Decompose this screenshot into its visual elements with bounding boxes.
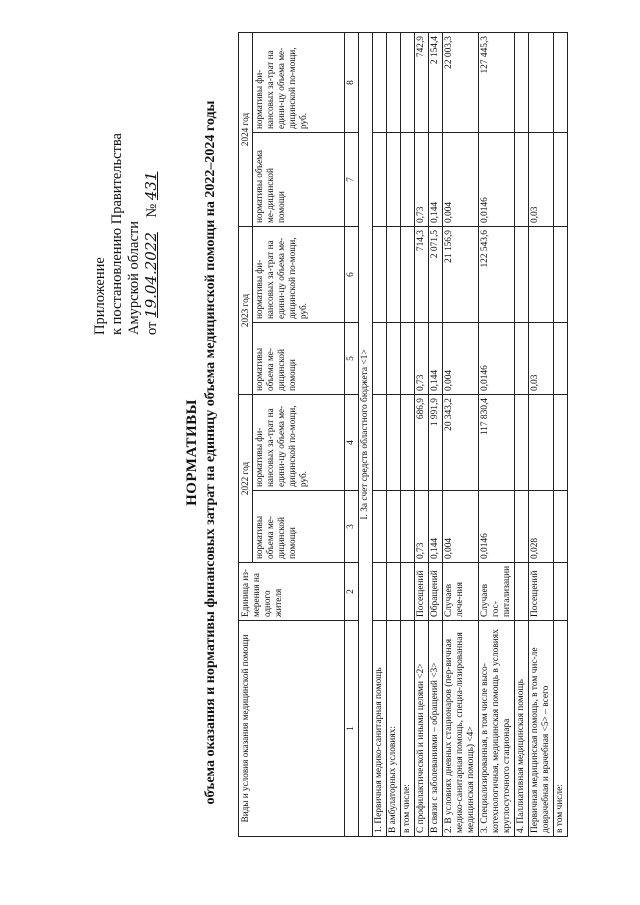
volume-2024 bbox=[373, 133, 387, 227]
row-unit bbox=[401, 563, 415, 621]
section-row bbox=[359, 33, 373, 837]
volume-2023 bbox=[515, 323, 529, 395]
row-label: 4. Паллиативная медицинская помощь bbox=[515, 621, 529, 837]
table-row bbox=[415, 33, 429, 837]
header-cost-2022: нормативы фи-нансовых за-трат на едини-цу объема ме-дицинской по-мощи, руб. bbox=[253, 395, 345, 491]
volume-2022 bbox=[401, 491, 415, 563]
volume-2022: 0,028 bbox=[529, 491, 554, 563]
cost-2022 bbox=[515, 395, 529, 491]
row-unit: Обращений bbox=[429, 563, 443, 621]
date-prefix: от bbox=[144, 321, 160, 335]
appendix-line-2: к постановлению Правительства bbox=[109, 133, 125, 335]
cost-2022: 117 830,4 bbox=[479, 395, 515, 491]
cost-2024 bbox=[529, 33, 554, 133]
cost-2022 bbox=[554, 395, 568, 491]
cost-2022 bbox=[529, 395, 554, 491]
appendix-line-1: Приложение bbox=[92, 257, 108, 335]
table-row bbox=[554, 33, 568, 837]
appendix-line-3: Амурской области bbox=[126, 221, 142, 335]
row-label: 2. В условиях дневных стационаров (пер-вичная медико-санитарная помощь, специа-лизированная медицинская помощь) <4> bbox=[443, 621, 479, 837]
table-row bbox=[401, 33, 415, 837]
row-label: в том числе: bbox=[401, 621, 415, 837]
table-row bbox=[515, 33, 529, 837]
header-type: Виды и условия оказания медицинской помощи bbox=[239, 621, 345, 837]
header-volume-2022: нормативы объема ме-дицинской помощи bbox=[253, 491, 345, 563]
table-row bbox=[529, 33, 554, 837]
document-subtitle: объема оказания и нормативы финансовых затрат на единицу объема медицинской помощи на 2022–2024 годы bbox=[203, 100, 218, 805]
cost-2022: 1 991,9 bbox=[429, 395, 443, 491]
header-volume-2023: нормативы объема ме-дицинской помощи bbox=[253, 323, 345, 395]
cost-2023 bbox=[515, 227, 529, 323]
table-row bbox=[443, 33, 479, 837]
row-label: 1. Первичная медико-санитарная помощь bbox=[373, 621, 387, 837]
table-row bbox=[387, 33, 401, 837]
row-unit bbox=[373, 563, 387, 621]
row-label: С профилактической и иными целями <2> bbox=[415, 621, 429, 837]
volume-2024: 0,0146 bbox=[479, 133, 515, 227]
header-volume-2024: нормативы объема ме-дицинской помощи bbox=[253, 133, 345, 227]
volume-2022: 0,0146 bbox=[479, 491, 515, 563]
volume-2022 bbox=[373, 491, 387, 563]
volume-2022 bbox=[387, 491, 401, 563]
cost-2024: 2 154,4 bbox=[429, 33, 443, 133]
table-row bbox=[373, 33, 387, 837]
row-label: В амбулаторных условиях: bbox=[387, 621, 401, 837]
row-label: 3. Специализированная, в том числе высо-котехнологичная, медицинская помощь в условиях круглосуточного стационара bbox=[479, 621, 515, 837]
cost-2023 bbox=[554, 227, 568, 323]
header-year-2022: 2022 год bbox=[239, 395, 253, 563]
cost-2022 bbox=[401, 395, 415, 491]
document-title: НОРМАТИВЫ bbox=[184, 399, 200, 506]
volume-2023 bbox=[387, 323, 401, 395]
cost-2024 bbox=[373, 33, 387, 133]
cost-2022 bbox=[387, 395, 401, 491]
volume-2023 bbox=[373, 323, 387, 395]
volume-2022 bbox=[515, 491, 529, 563]
volume-2024 bbox=[401, 133, 415, 227]
appendix-date-line bbox=[143, 125, 161, 335]
col-number: 2 bbox=[345, 563, 359, 621]
header-row-numbers bbox=[345, 33, 359, 837]
appendix-block bbox=[92, 125, 161, 335]
norms-table bbox=[238, 32, 568, 837]
volume-2023: 0,004 bbox=[443, 323, 479, 395]
number-prefix: № bbox=[144, 203, 160, 218]
cost-2024: 127 445,3 bbox=[479, 33, 515, 133]
volume-2023: 0,03 bbox=[529, 323, 554, 395]
cost-2024: 22 003,3 bbox=[443, 33, 479, 133]
row-label: в том числе: bbox=[554, 621, 568, 837]
cost-2023 bbox=[373, 227, 387, 323]
cost-2022: 686,9 bbox=[415, 395, 429, 491]
volume-2024: 0,73 bbox=[415, 133, 429, 227]
cost-2022: 20 343,2 bbox=[443, 395, 479, 491]
row-unit bbox=[515, 563, 529, 621]
col-number: 3 bbox=[345, 491, 359, 563]
row-unit: Случаев лече-ния bbox=[443, 563, 479, 621]
row-unit: Посещений bbox=[415, 563, 429, 621]
volume-2022 bbox=[554, 491, 568, 563]
row-label: Первичная медицинская помощь, в том чис-ле доврачебная и врачебная <5> – всего bbox=[529, 621, 554, 837]
row-unit bbox=[554, 563, 568, 621]
cost-2023: 21 156,9 bbox=[443, 227, 479, 323]
header-row-years bbox=[239, 33, 253, 837]
volume-2023: 0,73 bbox=[415, 323, 429, 395]
header-unit: Единица из-мерения на одного жителя bbox=[239, 563, 345, 621]
col-number: 4 bbox=[345, 395, 359, 491]
volume-2024: 0,03 bbox=[529, 133, 554, 227]
row-unit bbox=[387, 563, 401, 621]
volume-2022: 0,144 bbox=[429, 491, 443, 563]
header-year-2024: 2024 год bbox=[239, 33, 253, 227]
cost-2023: 714,3 bbox=[415, 227, 429, 323]
header-cost-2024: нормативы фи-нансовых за-трат на едини-цу объема ме-дицинской по-мощи, руб. bbox=[253, 33, 345, 133]
row-unit: Посещений bbox=[529, 563, 554, 621]
volume-2024: 0,144 bbox=[429, 133, 443, 227]
cost-2024 bbox=[515, 33, 529, 133]
col-number: 5 bbox=[345, 323, 359, 395]
cost-2023 bbox=[387, 227, 401, 323]
row-label: В связи с заболеваниями – обращений <3> bbox=[429, 621, 443, 837]
handwritten-date: 19.04.2022 bbox=[142, 232, 160, 318]
cost-2022 bbox=[373, 395, 387, 491]
cost-2024 bbox=[401, 33, 415, 133]
col-number: 1 bbox=[345, 621, 359, 837]
volume-2022: 0,004 bbox=[443, 491, 479, 563]
cost-2023: 122 543,6 bbox=[479, 227, 515, 323]
table-row bbox=[429, 33, 443, 837]
col-number: 7 bbox=[345, 133, 359, 227]
col-number: 8 bbox=[345, 33, 359, 133]
col-number: 6 bbox=[345, 227, 359, 323]
volume-2024 bbox=[515, 133, 529, 227]
volume-2024 bbox=[387, 133, 401, 227]
section-title: I. За счет средств областного бюджета <1> bbox=[359, 33, 373, 837]
cost-2024 bbox=[387, 33, 401, 133]
volume-2023 bbox=[401, 323, 415, 395]
header-cost-2023: нормативы фи-нансовых за-трат на едини-цу объема ме-дицинской по-мощи, руб. bbox=[253, 227, 345, 323]
volume-2023: 0,144 bbox=[429, 323, 443, 395]
cost-2023 bbox=[401, 227, 415, 323]
header-year-2023: 2023 год bbox=[239, 227, 253, 395]
volume-2023 bbox=[554, 323, 568, 395]
row-unit: Случаев гос-питализации bbox=[479, 563, 515, 621]
volume-2023: 0,0146 bbox=[479, 323, 515, 395]
cost-2023 bbox=[529, 227, 554, 323]
cost-2024: 742,9 bbox=[415, 33, 429, 133]
volume-2024: 0,004 bbox=[443, 133, 479, 227]
volume-2022: 0,73 bbox=[415, 491, 429, 563]
volume-2024 bbox=[554, 133, 568, 227]
cost-2024 bbox=[554, 33, 568, 133]
table-row bbox=[479, 33, 515, 837]
handwritten-number: 431 bbox=[142, 171, 160, 201]
cost-2023: 2 071,5 bbox=[429, 227, 443, 323]
